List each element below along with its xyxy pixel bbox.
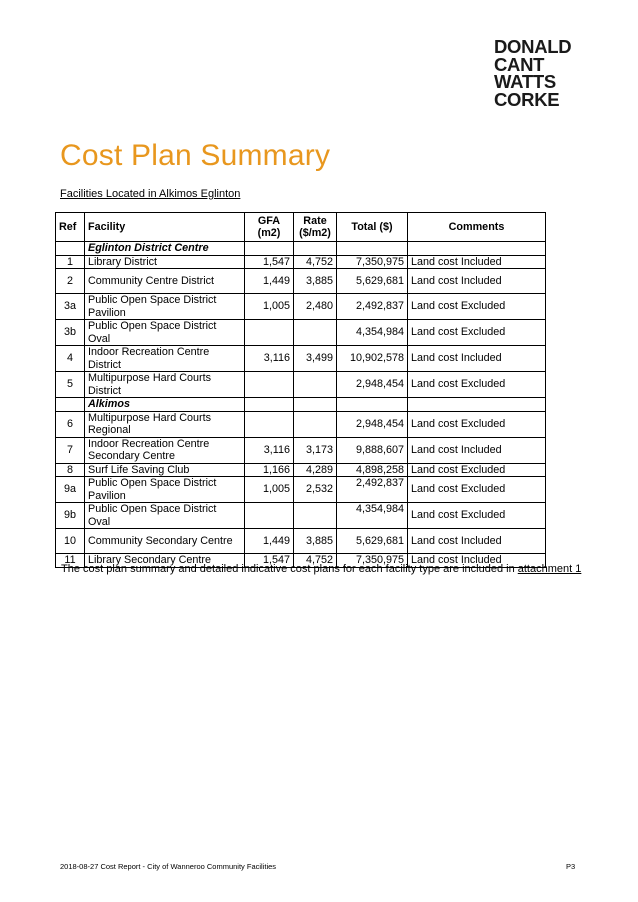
comments-cell: Land cost Included: [408, 529, 546, 554]
table-row: [56, 346, 546, 372]
gfa-cell: 1,166: [245, 463, 294, 477]
table-row: [56, 503, 546, 529]
rate-cell: [294, 320, 337, 346]
comments-cell: Land cost Included: [408, 269, 546, 294]
gfa-cell: 1,005: [245, 477, 294, 503]
total-cell: 10,902,578: [337, 346, 408, 372]
logo-line: WATTS: [494, 71, 556, 92]
section-row: [56, 242, 546, 256]
gfa-cell: 3,116: [245, 437, 294, 463]
attachment-link[interactable]: attachment 1: [517, 563, 582, 575]
ref-cell: 5: [56, 372, 85, 398]
facility-cell: Surf Life Saving Club: [85, 463, 245, 477]
section-title: Alkimos: [85, 398, 245, 412]
rate-cell: 3,499: [294, 346, 337, 372]
rate-cell: 4,752: [294, 255, 337, 269]
header-comments: Comments: [408, 213, 546, 242]
empty-cell: [56, 242, 85, 256]
empty-cell: [56, 398, 85, 412]
page-number: P3: [566, 862, 576, 871]
total-cell: 7,350,975: [337, 554, 408, 568]
empty-cell: [408, 398, 546, 412]
gfa-cell: [245, 372, 294, 398]
gfa-cell: [245, 503, 294, 529]
gfa-cell: 1,449: [245, 529, 294, 554]
rate-cell: 3,885: [294, 529, 337, 554]
table-row: [56, 411, 546, 437]
facility-cell: Public Open Space District Oval: [85, 503, 245, 529]
empty-cell: [245, 242, 294, 256]
empty-cell: [294, 398, 337, 412]
header-rate-line1: Rate: [303, 214, 327, 227]
header-facility: Facility: [85, 213, 245, 242]
table-row: [56, 255, 546, 269]
rate-cell: 2,480: [294, 294, 337, 320]
total-cell: 4,354,984: [337, 320, 408, 346]
total-cell: 5,629,681: [337, 529, 408, 554]
comments-cell: Land cost Excluded: [408, 294, 546, 320]
empty-cell: [245, 398, 294, 412]
rate-cell: [294, 372, 337, 398]
total-cell: 5,629,681: [337, 269, 408, 294]
gfa-cell: 1,547: [245, 255, 294, 269]
comments-cell: Land cost Included: [408, 346, 546, 372]
ref-cell: 9a: [56, 477, 85, 503]
comments-cell: Land cost Excluded: [408, 411, 546, 437]
logo-line: CANT: [494, 53, 545, 75]
comments-cell: Land cost Excluded: [408, 503, 546, 529]
note-text: [61, 563, 581, 575]
company-logo: [494, 38, 571, 108]
header-gfa: [245, 213, 294, 242]
cost-plan-table: [55, 212, 546, 568]
section-title: Eglinton District Centre: [85, 242, 245, 256]
rate-cell: 4,752: [294, 554, 337, 568]
table-row: [56, 437, 546, 463]
comments-cell: Land cost Excluded: [408, 372, 546, 398]
facility-cell: Public Open Space District Pavilion: [85, 294, 245, 320]
ref-cell: 1: [56, 255, 85, 269]
header-ref: Ref: [56, 213, 85, 242]
table-row: [56, 294, 546, 320]
gfa-cell: 1,005: [245, 294, 294, 320]
header-rate: [294, 213, 337, 242]
ref-cell: 8: [56, 463, 85, 477]
total-cell: 7,350,975: [337, 255, 408, 269]
comments-cell: Land cost Excluded: [408, 463, 546, 477]
rate-cell: [294, 503, 337, 529]
total-cell: 2,492,837: [337, 477, 408, 503]
facility-cell: Indoor Recreation Centre District: [85, 346, 245, 372]
facility-cell: Public Open Space District Pavilion: [85, 477, 245, 503]
table-row: [56, 320, 546, 346]
facility-cell: Indoor Recreation Centre Secondary Centre: [85, 437, 245, 463]
rate-cell: 3,173: [294, 437, 337, 463]
facility-cell: Public Open Space District Oval: [85, 320, 245, 346]
total-cell: 2,948,454: [337, 411, 408, 437]
facility-cell: Library District: [85, 255, 245, 269]
comments-cell: Land cost Included: [408, 554, 546, 568]
rate-cell: [294, 411, 337, 437]
page-title: Cost Plan Summary: [60, 139, 331, 172]
table-row: [56, 529, 546, 554]
gfa-cell: [245, 411, 294, 437]
rate-cell: 4,289: [294, 463, 337, 477]
empty-cell: [294, 242, 337, 256]
empty-cell: [337, 242, 408, 256]
ref-cell: 11: [56, 554, 85, 568]
table-header-row: [56, 213, 546, 242]
empty-cell: [408, 242, 546, 256]
gfa-cell: [245, 320, 294, 346]
comments-cell: Land cost Excluded: [408, 477, 546, 503]
rate-cell: 2,532: [294, 477, 337, 503]
table-row: [56, 372, 546, 398]
facility-cell: Multipurpose Hard Courts Regional: [85, 411, 245, 437]
logo-line: CORKE: [494, 88, 560, 110]
ref-cell: 4: [56, 346, 85, 372]
total-cell: 2,492,837: [337, 294, 408, 320]
facility-cell: Multipurpose Hard Courts District: [85, 372, 245, 398]
table-row: [56, 463, 546, 477]
table-subtitle: Facilities Located in Alkimos Eglinton: [60, 188, 241, 200]
header-gfa-line1: GFA: [257, 214, 281, 227]
ref-cell: 2: [56, 269, 85, 294]
facility-cell: Library Secondary Centre: [85, 554, 245, 568]
comments-cell: Land cost Excluded: [408, 320, 546, 346]
table-row: [56, 269, 546, 294]
ref-cell: 6: [56, 411, 85, 437]
section-row: [56, 398, 546, 412]
table-row: [56, 477, 546, 503]
ref-cell: 3a: [56, 294, 85, 320]
gfa-cell: 1,449: [245, 269, 294, 294]
header-gfa-line2: (m2): [257, 227, 281, 239]
total-cell: 4,354,984: [337, 503, 408, 529]
gfa-cell: 1,547: [245, 554, 294, 568]
comments-cell: Land cost Included: [408, 255, 546, 269]
rate-cell: 3,885: [294, 269, 337, 294]
footer-text: 2018-08-27 Cost Report - City of Wanneroo Community Facilities: [60, 862, 277, 871]
ref-cell: 3b: [56, 320, 85, 346]
facility-cell: Community Secondary Centre: [85, 529, 245, 554]
facility-cell: Community Centre District: [85, 269, 245, 294]
note-body: The cost plan summary and detailed indicative cost plans for each facility type are included in: [61, 563, 518, 575]
header-rate-line2: ($/m2): [299, 227, 331, 239]
gfa-cell: 3,116: [245, 346, 294, 372]
ref-cell: 10: [56, 529, 85, 554]
ref-cell: 7: [56, 437, 85, 463]
header-total: Total ($): [337, 213, 408, 242]
logo-line: DONALD: [494, 36, 572, 57]
total-cell: 4,898,258: [337, 463, 408, 477]
total-cell: 2,948,454: [337, 372, 408, 398]
table-body: [56, 242, 546, 568]
ref-cell: 9b: [56, 503, 85, 529]
empty-cell: [337, 398, 408, 412]
total-cell: 9,888,607: [337, 437, 408, 463]
comments-cell: Land cost Included: [408, 437, 546, 463]
